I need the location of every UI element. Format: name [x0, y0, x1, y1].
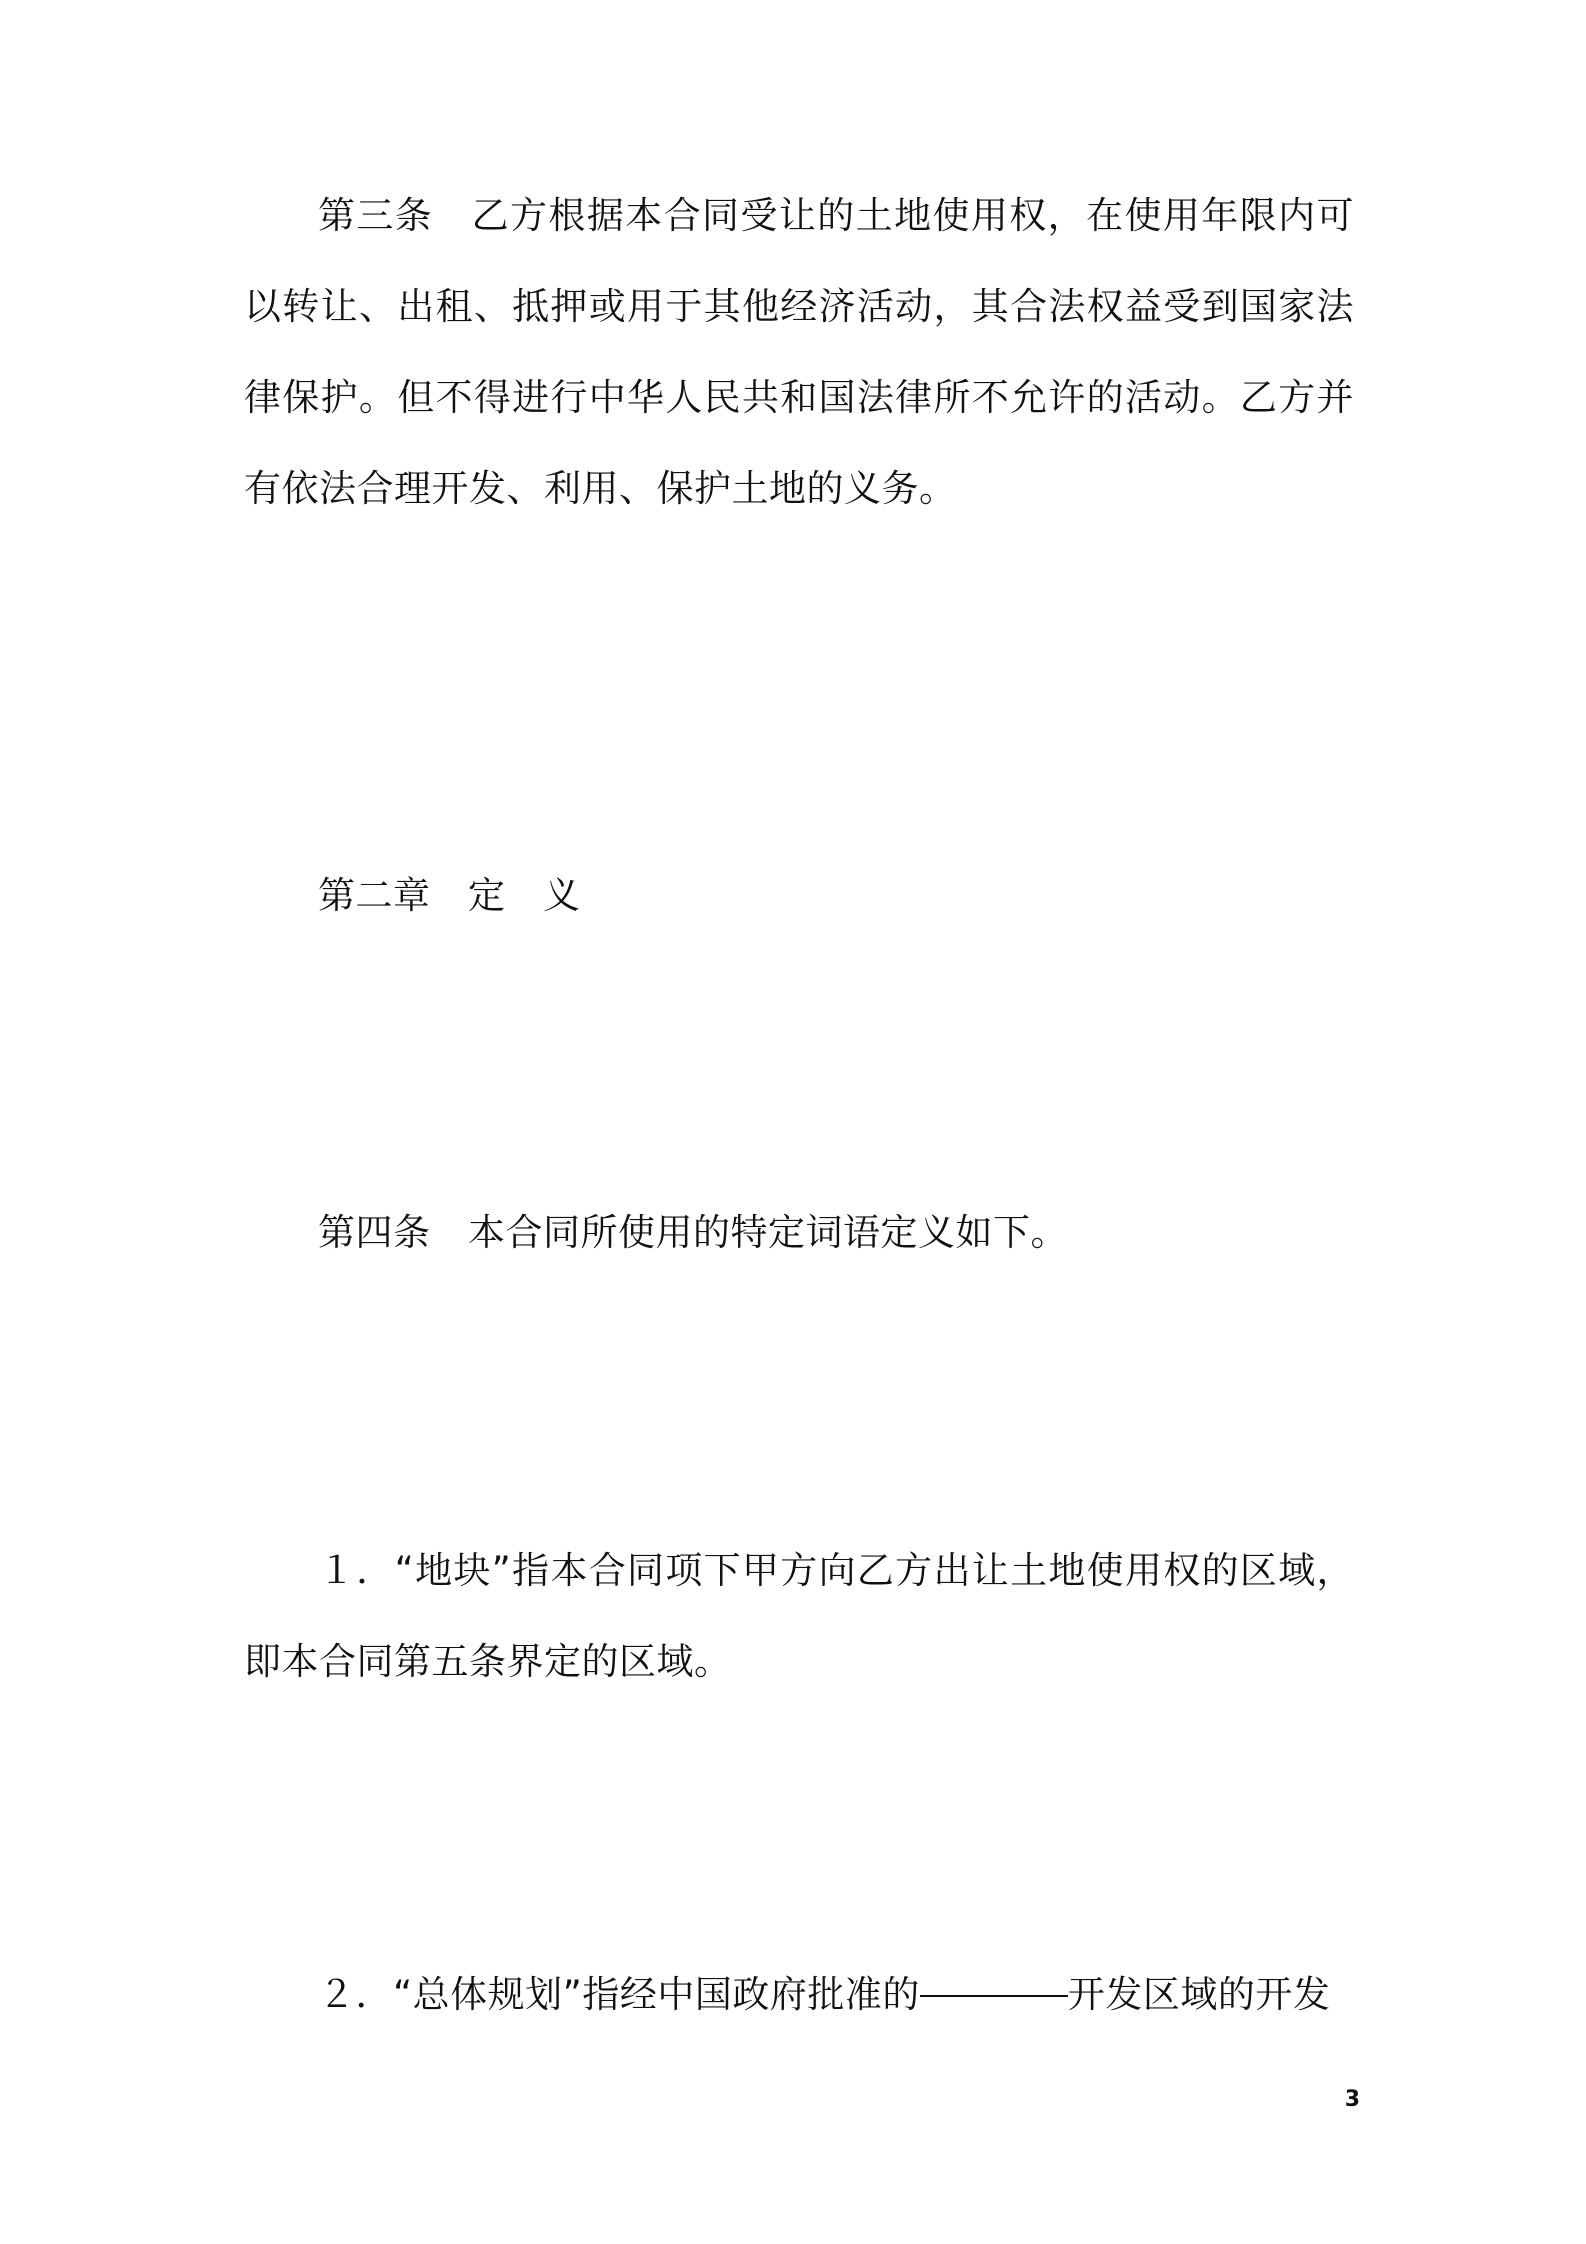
article-3-label: 第三条: [318, 194, 434, 237]
chapter-2-heading: [244, 850, 1354, 941]
definition-item-1: [244, 1525, 1354, 1707]
article-3-paragraph: [244, 170, 1354, 534]
fill-in-blank: [920, 1994, 1068, 1997]
definition-item-2-text-after: 开发区域的开发: [1067, 1973, 1331, 2016]
article-3-text: 乙方根据本合同受让的土地使用权，在使用年限内可以转让、出租、抵押或用于其他经济活动，其合法权益受到国家法律保护。但不得进行中华人民共和国法律所不允许的活动。乙方并有依法合理开发、利用、保护土地的义务。: [244, 194, 1355, 510]
page-number: 3: [1344, 2087, 1360, 2112]
chapter-2-label: 第二章: [318, 874, 431, 917]
article-4-label: 第四条: [318, 1211, 431, 1254]
chapter-2-title: 定 义: [468, 874, 581, 917]
definition-item-2: [244, 1949, 1354, 2040]
article-4-paragraph: [244, 1187, 1354, 1278]
definition-item-1-text: １．“地块”指本合同项下甲方向乙方出让土地使用权的区域，即本合同第五条界定的区域。: [244, 1549, 1354, 1683]
article-4-text: 本合同所使用的特定词语定义如下。: [468, 1211, 1068, 1254]
definition-item-2-text-before: ２．“总体规划”指经中国政府批准的: [318, 1973, 920, 2016]
